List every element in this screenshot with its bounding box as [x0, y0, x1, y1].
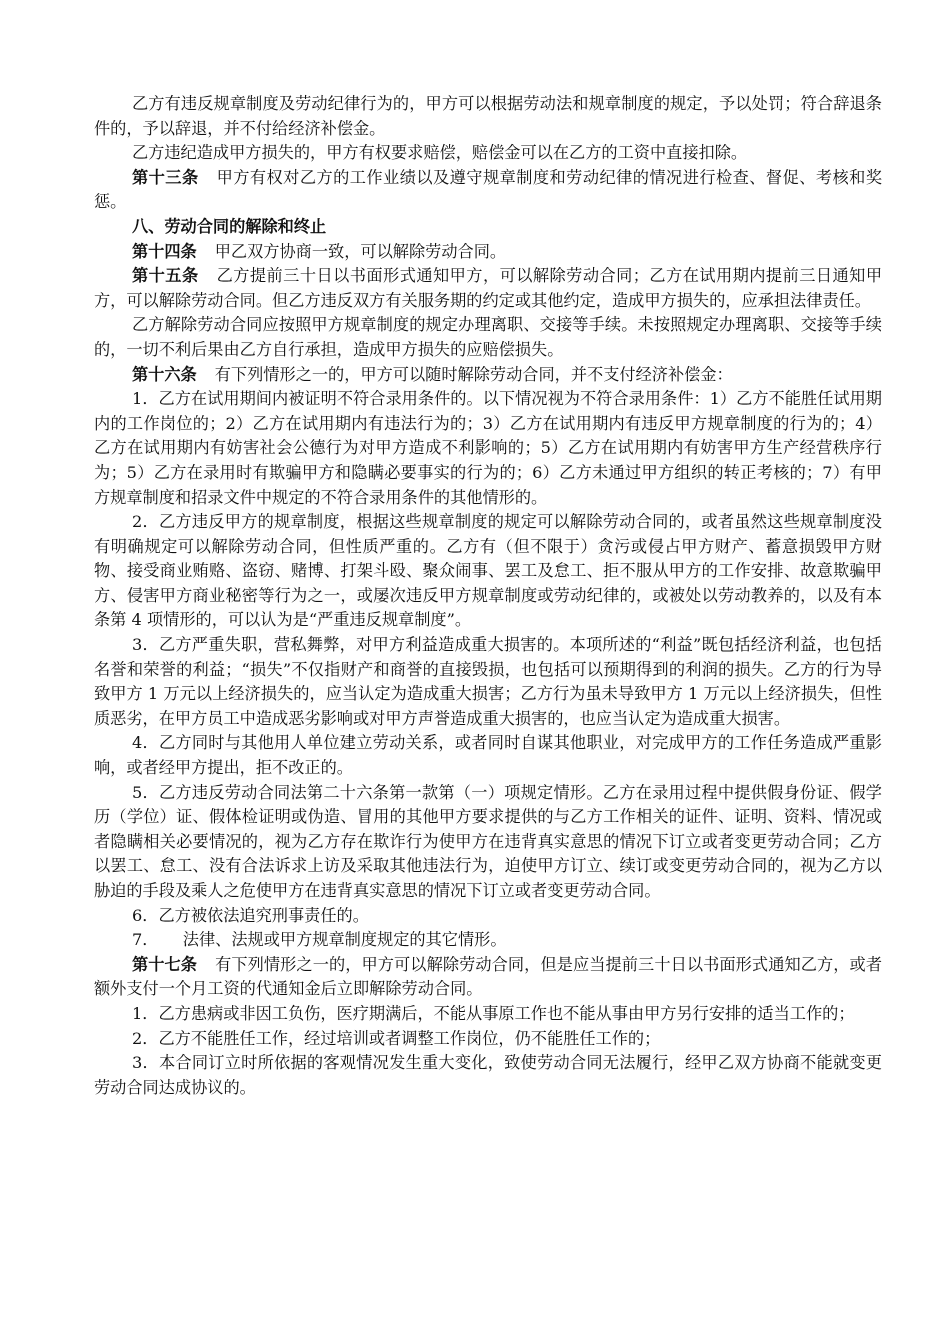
- paragraph: [94, 141, 882, 166]
- paragraph-text: 乙方提前三十日以书面形式通知甲方，可以解除劳动合同；乙方在试用期内提前三日通知甲方，可以解除劳动合同。但乙方违反双方有关服务期的约定或其他约定，造成甲方损失的，应承担法律责任。: [94, 266, 883, 310]
- paragraph-text: 甲乙双方协商一致，可以解除劳动合同。: [214, 241, 507, 261]
- paragraph: [94, 92, 882, 141]
- list-item-text: 6．乙方被依法追究刑事责任的。: [132, 905, 369, 925]
- list-item: [94, 928, 882, 953]
- list-item: [94, 904, 882, 929]
- section-heading: [94, 215, 882, 240]
- article-14: [94, 240, 882, 265]
- list-item-text: 3．乙方严重失职，营私舞弊，对甲方利益造成重大损害的。本项所述的“利益”既包括经济利益，也包括名誉和荣誉的利益；“损失”不仅指财产和商誉的直接毁损，也包括可以预期得到的利润的损失。乙方的行为导致甲方 1 万元以上经济损失的，应当认定为造成重大损害；乙方行为虽未导致甲方 1 万元以上经济损失，但性质恶劣，在甲方员工中造成恶劣影响或对甲方声誉造成重大损害的，也应当认定为造成重大损害。: [94, 635, 882, 728]
- paragraph-text: 乙方解除劳动合同应按照甲方规章制度的规定办理离职、交接等手续。未按照规定办理离职、交接等手续的，一切不利后果由乙方自行承担，造成甲方损失的应赔偿损失。: [94, 315, 882, 359]
- list-item-text: 4．乙方同时与其他用人单位建立劳动关系，或者同时自谋其他职业，对完成甲方的工作任务造成严重影响，或者经甲方提出，拒不改正的。: [94, 733, 882, 778]
- article-label: 第十六条: [132, 364, 197, 384]
- list-item: [94, 731, 882, 780]
- article-15: [94, 264, 882, 313]
- list-item: [94, 510, 882, 633]
- list-item-text: 2．乙方不能胜任工作，经过培训或者调整工作岗位，仍不能胜任工作的；: [132, 1028, 661, 1048]
- section-heading-text: 八、劳动合同的解除和终止: [132, 216, 327, 236]
- paragraph-text: 有下列情形之一的，甲方可以解除劳动合同，但是应当提前三十日以书面形式通知乙方，或者额外支付一个月工资的代通知金后立即解除劳动合同。: [94, 954, 883, 999]
- list-item: [94, 1051, 882, 1100]
- article-label: 第十四条: [132, 241, 197, 261]
- paragraph-text: 乙方有违反规章制度及劳动纪律行为的，甲方可以根据劳动法和规章制度的规定，予以处罚；符合辞退条件的，予以辞退，并不付给经济补偿金。: [94, 94, 882, 138]
- paragraph-text: 甲方有权对乙方的工作业绩以及遵守规章制度和劳动纪律的情况进行检查、督促、考核和奖惩。: [94, 167, 883, 212]
- paragraph: [94, 313, 882, 362]
- article-17: [94, 953, 882, 1002]
- article-13: [94, 166, 882, 215]
- list-item-text: 7． 法律、法规或甲方规章制度规定的其它情形。: [132, 930, 507, 950]
- article-label: 第十三条: [132, 167, 199, 187]
- article-label: 第十五条: [132, 266, 199, 286]
- list-item-text: 1．乙方患病或非因工负伤，医疗期满后，不能从事原工作也不能从事由甲方另行安排的适当工作的；: [132, 1003, 855, 1023]
- list-item: [94, 1002, 882, 1027]
- paragraph-text: 有下列情形之一的，甲方可以随时解除劳动合同，并不支付经济补偿金：: [214, 364, 733, 384]
- document-body: [94, 92, 882, 1100]
- list-item: [94, 1027, 882, 1052]
- list-item-text: 3．本合同订立时所依据的客观情况发生重大变化，致使劳动合同无法履行，经甲乙双方协商不能就变更劳动合同达成协议的。: [94, 1053, 882, 1097]
- paragraph-text: 乙方违纪造成甲方损失的，甲方有权要求赔偿，赔偿金可以在乙方的工资中直接扣除。: [132, 143, 748, 163]
- article-label: 第十七条: [132, 954, 198, 974]
- list-item-text: 1．乙方在试用期间内被证明不符合录用条件的。以下情况视为不符合录用条件：1）乙方不能胜任试用期内的工作岗位的；2）乙方在试用期内有违法行为的；3）乙方在试用期内有违反甲方规章制度的行为的；4）乙方在试用期内有妨害社会公德行为对甲方造成不利影响的；5）乙方在试用期内有妨害甲方生产经营秩序行为；5）乙方在录用时有欺骗甲方和隐瞒必要事实的行为的；6）乙方未通过甲方组织的转正考核的；7）有甲方规章制度和招录文件中规定的不符合录用条件的其他情形的。: [94, 389, 882, 507]
- article-16: [94, 363, 882, 388]
- list-item-text: 2．乙方违反甲方的规章制度，根据这些规章制度的规定可以解除劳动合同的，或者虽然这些规章制度没有明确规定可以解除劳动合同，但性质严重的。乙方有（但不限于）贪污或侵占甲方财产、蓄意损毁甲方财物、接受商业贿赂、盗窃、赌博、打架斗殴、聚众闹事、罢工及怠工、拒不服从甲方的工作安排、故意欺骗甲方、侵害甲方商业秘密等行为之一，或屡次违反甲方规章制度或劳动纪律的，或被处以劳动教养的，以及有本条第 4 项情形的，可以认为是“严重违反规章制度”。: [94, 512, 882, 630]
- list-item: [94, 781, 882, 904]
- list-item-text: 5．乙方违反劳动合同法第二十六条第一款第（一）项规定情形。乙方在录用过程中提供假身份证、假学历（学位）证、假体检证明或伪造、冒用的其他甲方要求提供的与乙方工作相关的证件、证明、资料、情况或者隐瞒相关必要情况的，视为乙方存在欺诈行为使甲方在违背真实意思的情况下订立或者变更劳动合同；乙方以罢工、怠工、没有合法诉求上访及采取其他违法行为，迫使甲方订立、续订或变更劳动合同的，视为乙方以胁迫的手段及乘人之危使甲方在违背真实意思的情况下订立或者变更劳动合同。: [94, 782, 882, 900]
- list-item: [94, 387, 882, 510]
- list-item: [94, 633, 882, 731]
